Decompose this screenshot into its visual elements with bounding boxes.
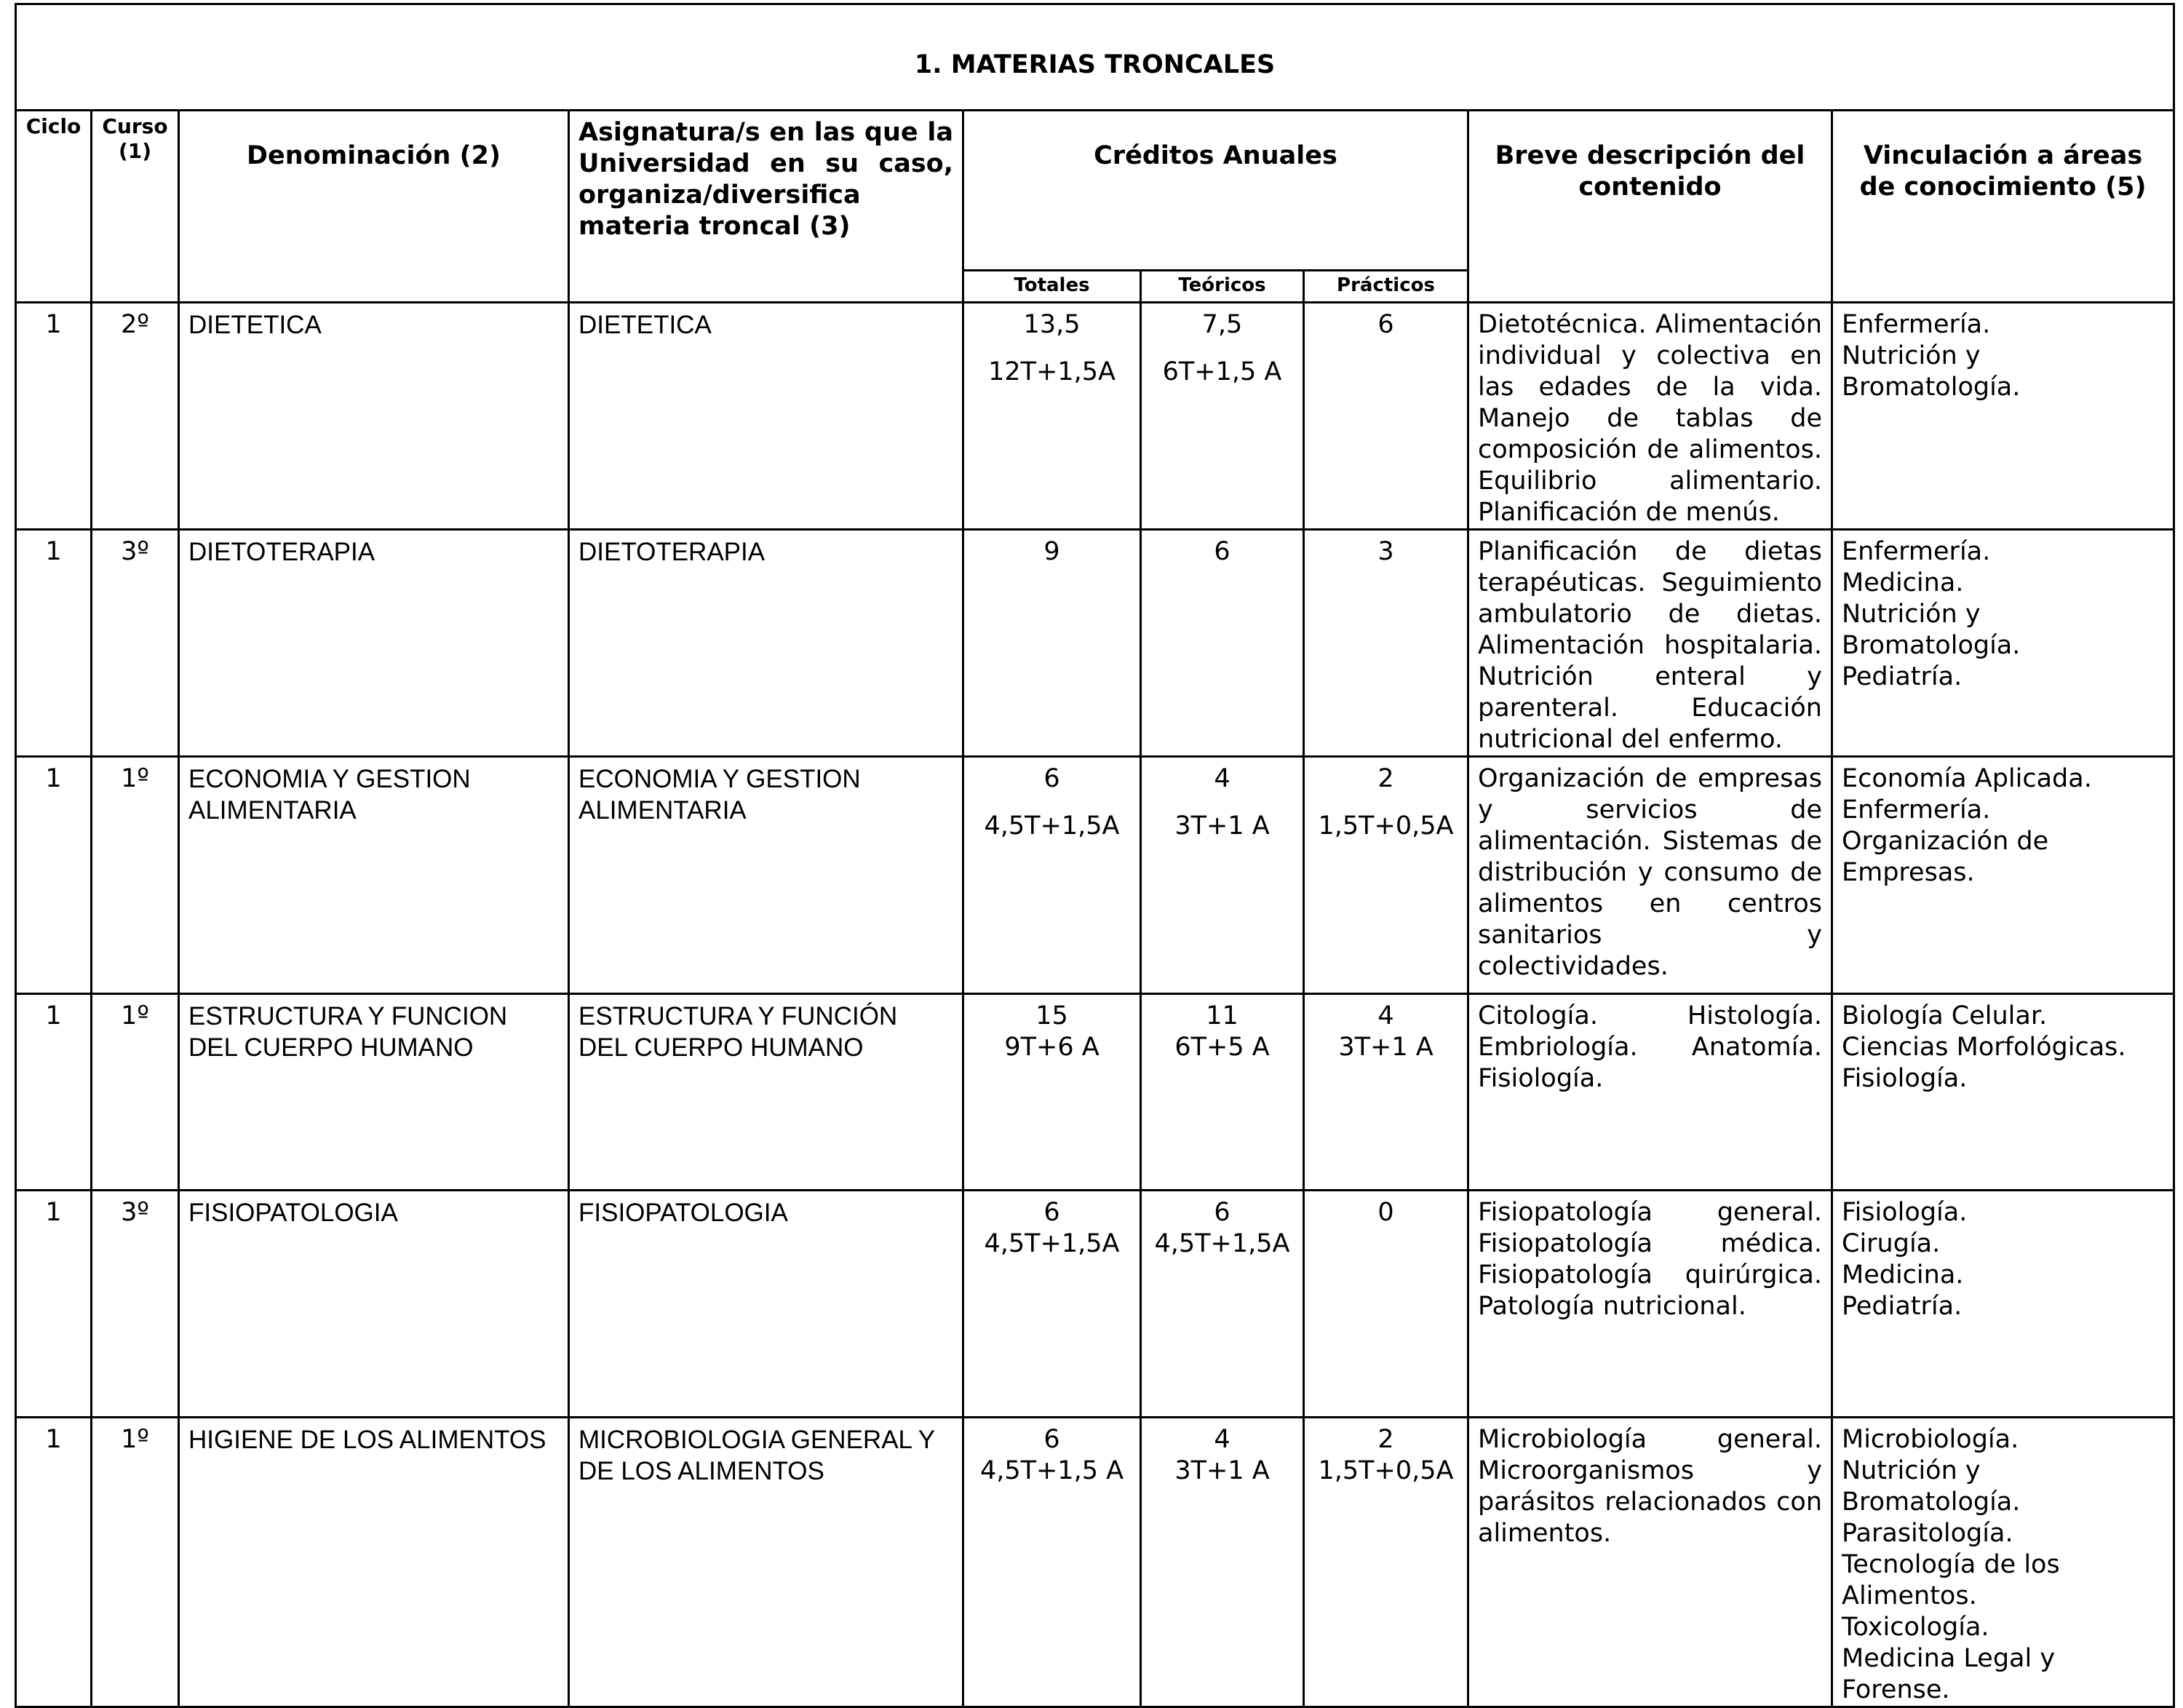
area-item: Enfermería. xyxy=(1842,537,1991,566)
totales-cell xyxy=(963,303,1141,530)
asignatura-cell: FISIOPATOLOGIA xyxy=(569,1191,963,1418)
areas-cell xyxy=(1832,994,2174,1191)
area-item: Nutrición y Bromatología. xyxy=(1842,600,2021,660)
ciclo-cell: 1 xyxy=(16,530,92,757)
totales-value: 6 xyxy=(1043,1198,1060,1227)
practicos-breakdown: 1,5T+0,5A xyxy=(1318,811,1454,841)
areas-cell xyxy=(1832,1418,2174,1707)
totales-value: 9 xyxy=(1043,537,1060,566)
header-totales: Totales xyxy=(963,271,1141,303)
header-creditos: Créditos Anuales xyxy=(963,111,1468,271)
area-item: Medicina. xyxy=(1842,1260,1964,1290)
table-row xyxy=(16,1191,2174,1418)
teoricos-cell xyxy=(1141,757,1304,994)
curso-cell: 3º xyxy=(92,1191,179,1418)
practicos-breakdown: 1,5T+0,5A xyxy=(1318,1456,1454,1485)
totales-breakdown: 12T+1,5A xyxy=(988,357,1116,386)
ciclo-cell: 1 xyxy=(16,994,92,1191)
descripcion-cell: Fisiopatología general. Fisiopatología médica. Fisiopatología quirúrgica. Patología nutricional. xyxy=(1468,1191,1832,1418)
totales-breakdown: 4,5T+1,5A xyxy=(984,811,1120,841)
ciclo-cell: 1 xyxy=(16,303,92,530)
teoricos-value: 6 xyxy=(1214,1198,1230,1227)
curso-cell: 1º xyxy=(92,994,179,1191)
practicos-cell xyxy=(1304,1418,1468,1707)
area-item: Cirugía. xyxy=(1842,1229,1941,1258)
practicos-cell xyxy=(1304,303,1468,530)
practicos-value: 6 xyxy=(1377,310,1394,339)
teoricos-value: 4 xyxy=(1214,1425,1230,1454)
teoricos-value: 4 xyxy=(1214,764,1230,793)
areas-cell xyxy=(1832,530,2174,757)
teoricos-cell xyxy=(1141,994,1304,1191)
troncales-table xyxy=(15,3,2175,1708)
teoricos-cell xyxy=(1141,1418,1304,1707)
header-descripcion: Breve descripción del contenido xyxy=(1468,111,1832,303)
descripcion-cell: Organización de empresas y servicios de alimentación. Sistemas de distribución y consumo de alimentos en centros sanitarios y colectividades. xyxy=(1468,757,1832,994)
header-asignatura: Asignatura/s en las que la Universidad en su caso, organiza/diversifica materia troncal (3) xyxy=(569,111,963,303)
asignatura-cell: DIETOTERAPIA xyxy=(569,530,963,757)
practicos-value: 0 xyxy=(1377,1198,1394,1227)
ciclo-cell: 1 xyxy=(16,1418,92,1707)
denominacion-cell: ECONOMIA Y GESTION ALIMENTARIA xyxy=(179,757,569,994)
totales-cell xyxy=(963,1418,1141,1707)
area-item: Fisiología. xyxy=(1842,1064,1968,1093)
practicos-breakdown: 3T+1 A xyxy=(1338,1033,1434,1062)
areas-cell xyxy=(1832,1191,2174,1418)
area-item: Ciencias Morfológicas. xyxy=(1842,1033,2126,1062)
areas-cell xyxy=(1832,303,2174,530)
teoricos-cell xyxy=(1141,530,1304,757)
denominacion-cell: DIETETICA xyxy=(179,303,569,530)
teoricos-breakdown: 6T+5 A xyxy=(1174,1033,1270,1062)
title-row xyxy=(16,4,2174,111)
table-title: 1. MATERIAS TRONCALES xyxy=(16,4,2174,111)
area-item: Medicina Legal y Forense. xyxy=(1842,1644,2056,1704)
header-denominacion: Denominación (2) xyxy=(179,111,569,303)
area-item: Enfermería. xyxy=(1842,795,1991,825)
practicos-value: 4 xyxy=(1377,1001,1394,1030)
totales-breakdown: 4,5T+1,5 A xyxy=(979,1456,1124,1485)
totales-cell xyxy=(963,530,1141,757)
teoricos-breakdown: 4,5T+1,5A xyxy=(1154,1229,1290,1258)
denominacion-cell: DIETOTERAPIA xyxy=(179,530,569,757)
practicos-cell xyxy=(1304,994,1468,1191)
header-practicos: Prácticos xyxy=(1304,271,1468,303)
table-row xyxy=(16,530,2174,757)
header-teoricos: Teóricos xyxy=(1141,271,1304,303)
curso-cell: 1º xyxy=(92,757,179,994)
denominacion-cell: ESTRUCTURA Y FUNCION DEL CUERPO HUMANO xyxy=(179,994,569,1191)
area-item: Nutrición y Bromatología. xyxy=(1842,341,2021,402)
curso-cell: 3º xyxy=(92,530,179,757)
header-row xyxy=(16,111,2174,271)
asignatura-cell: DIETETICA xyxy=(569,303,963,530)
area-item: Fisiología. xyxy=(1842,1198,1968,1227)
totales-value: 6 xyxy=(1043,1425,1060,1454)
practicos-value: 2 xyxy=(1377,1425,1394,1454)
totales-value: 15 xyxy=(1035,1001,1068,1030)
practicos-cell xyxy=(1304,1191,1468,1418)
table-row xyxy=(16,303,2174,530)
area-item: Microbiología. xyxy=(1842,1425,2019,1454)
ciclo-cell: 1 xyxy=(16,1191,92,1418)
totales-breakdown: 9T+6 A xyxy=(1004,1033,1100,1062)
header-vinculacion: Vinculación a áreas de conocimiento (5) xyxy=(1832,111,2174,303)
area-item: Parasitología. xyxy=(1842,1519,2013,1548)
curso-cell: 2º xyxy=(92,303,179,530)
practicos-value: 2 xyxy=(1377,764,1394,793)
teoricos-breakdown: 3T+1 A xyxy=(1174,1456,1270,1485)
area-item: Biología Celular. xyxy=(1842,1001,2048,1030)
denominacion-cell: HIGIENE DE LOS ALIMENTOS xyxy=(179,1418,569,1707)
ciclo-cell: 1 xyxy=(16,757,92,994)
table-row xyxy=(16,757,2174,994)
area-item: Organización de Empresas. xyxy=(1842,827,2049,887)
asignatura-cell: MICROBIOLOGIA GENERAL Y DE LOS ALIMENTOS xyxy=(569,1418,963,1707)
asignatura-cell: ESTRUCTURA Y FUNCIÓN DEL CUERPO HUMANO xyxy=(569,994,963,1191)
teoricos-breakdown: 6T+1,5 A xyxy=(1162,357,1282,386)
area-item: Medicina. xyxy=(1842,568,1964,597)
descripcion-cell: Citología. Histología. Embriología. Anatomía. Fisiología. xyxy=(1468,994,1832,1191)
area-item: Pediatría. xyxy=(1842,662,1963,691)
area-item: Enfermería. xyxy=(1842,310,1991,339)
totales-cell xyxy=(963,994,1141,1191)
area-item: Nutrición y Bromatología. xyxy=(1842,1456,2021,1517)
header-curso: Curso (1) xyxy=(92,111,179,303)
asignatura-cell: ECONOMIA Y GESTION ALIMENTARIA xyxy=(569,757,963,994)
table-row xyxy=(16,1418,2174,1707)
totales-cell xyxy=(963,1191,1141,1418)
curso-cell: 1º xyxy=(92,1418,179,1707)
area-item: Toxicología. xyxy=(1842,1613,1989,1642)
totales-breakdown: 4,5T+1,5A xyxy=(984,1229,1120,1258)
teoricos-cell xyxy=(1141,1191,1304,1418)
practicos-value: 3 xyxy=(1377,537,1394,566)
areas-cell xyxy=(1832,757,2174,994)
teoricos-breakdown: 3T+1 A xyxy=(1174,811,1270,841)
practicos-cell xyxy=(1304,757,1468,994)
descripcion-cell: Microbiología general. Microorganismos y parásitos relacionados con alimentos. xyxy=(1468,1418,1832,1707)
area-item: Economía Aplicada. xyxy=(1842,764,2092,793)
document-sheet xyxy=(15,3,2173,1704)
totales-cell xyxy=(963,757,1141,994)
practicos-cell xyxy=(1304,530,1468,757)
descripcion-cell: Dietotécnica. Alimentación individual y colectiva en las edades de la vida. Manejo de tablas de composición de alimentos. Equilibrio alimentario. Planificación de menús. xyxy=(1468,303,1832,530)
totales-value: 6 xyxy=(1043,764,1060,793)
area-item: Pediatría. xyxy=(1842,1292,1963,1321)
teoricos-value: 6 xyxy=(1214,537,1230,566)
table-row xyxy=(16,994,2174,1191)
totales-value: 13,5 xyxy=(1023,310,1081,339)
teoricos-cell xyxy=(1141,303,1304,530)
descripcion-cell: Planificación de dietas terapéuticas. Seguimiento ambulatorio de dietas. Alimentación hospitalaria. Nutrición enteral y parenteral. Educación nutricional del enfermo. xyxy=(1468,530,1832,757)
area-item: Tecnología de los Alimentos. xyxy=(1842,1550,2060,1610)
denominacion-cell: FISIOPATOLOGIA xyxy=(179,1191,569,1418)
header-ciclo: Ciclo xyxy=(16,111,92,303)
teoricos-value: 11 xyxy=(1206,1001,1238,1030)
teoricos-value: 7,5 xyxy=(1201,310,1243,339)
